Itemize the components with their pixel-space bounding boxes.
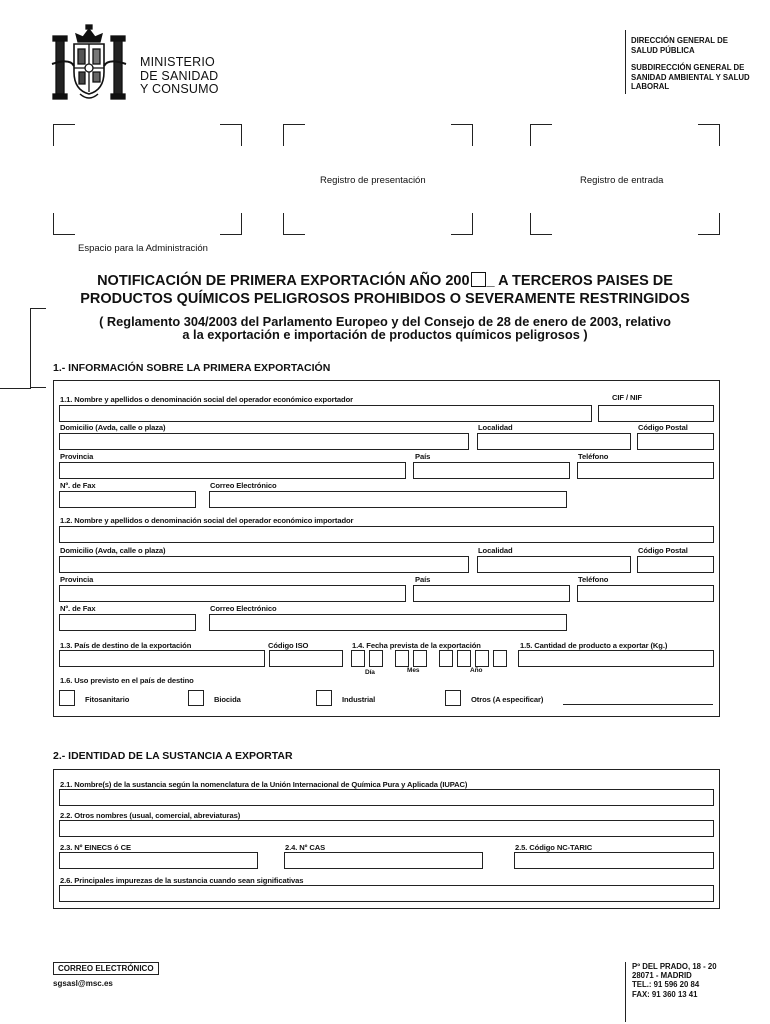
other-names-input[interactable] [59,820,714,837]
exporter-postcode-input[interactable] [637,433,714,450]
contact-email: sgsasl@msc.es [53,979,113,988]
sub-line-1: SUBDIRECCIÓN GENERAL DE [631,63,745,72]
importer-country-label: País [415,575,431,584]
exporter-name-label: 1.1. Nombre y apellidos o denominación social del operador económico exportador [60,395,353,404]
importer-email-label: Correo Electrónico [210,604,277,613]
exporter-province-label: Provincia [60,452,94,461]
importer-name-input[interactable] [59,526,714,543]
importer-country-input[interactable] [413,585,570,602]
destination-country-label: 1.3. País de destino de la exportación [60,641,192,650]
exporter-province-input[interactable] [59,462,406,479]
year-digit-box[interactable] [471,272,486,287]
quantity-input[interactable] [518,650,714,667]
title-part-b: _ A TERCEROS PAISES DE [486,273,673,289]
iso-code-input[interactable] [269,650,343,667]
regulation-line-2: a la exportación e importación de productos químicos peligrosos ) [182,327,588,342]
address-line-2: 28071 - MADRID [632,971,692,981]
importer-address-input[interactable] [59,556,469,573]
other-use-checkbox[interactable] [445,690,461,706]
cas-label: 2.4. Nº CAS [285,843,326,852]
day-label: Día [365,669,375,676]
address-line-1: Pº DEL PRADO, 18 - 20 [632,962,717,971]
cas-input[interactable] [284,852,483,869]
industrial-label: Industrial [342,695,376,704]
exporter-city-label: Localidad [478,423,513,432]
exporter-email-input[interactable] [209,491,567,508]
year-digit-2[interactable] [457,650,471,667]
cif-label: CIF / NIF [612,393,642,402]
importer-fax-input[interactable] [59,614,196,631]
industrial-checkbox[interactable] [316,690,332,706]
header-divider [625,30,626,94]
exporter-fax-input[interactable] [59,491,196,508]
destination-country-input[interactable] [59,650,265,667]
exporter-phone-label: Teléfono [578,452,609,461]
impurities-input[interactable] [59,885,714,902]
einecs-label: 2.3. Nº EINECS ó CE [60,843,131,852]
year-digit-1[interactable] [439,650,453,667]
export-date-label: 1.4. Fecha prevista de la exportación [352,641,481,650]
section-1-title: 1.- INFORMACIÓN SOBRE LA PRIMERA EXPORTACIÓN [53,362,331,374]
exporter-city-input[interactable] [477,433,631,450]
address-line-3: TEL.: 91 596 20 84 [632,980,700,990]
year-digit-3[interactable] [475,650,489,667]
nc-taric-label: 2.5. Código NC-TARIC [515,843,593,852]
exporter-postcode-label: Código Postal [638,423,688,432]
form-title-line-1 [0,272,770,289]
admin-space-label: Espacio para la Administración [78,243,208,254]
other-use-specify-line[interactable] [563,704,713,705]
entry-registry-label: Registro de entrada [580,175,664,186]
form-title-line-2: PRODUCTOS QUÍMICOS PELIGROSOS PROHIBIDOS O SEVERAMENTE RESTRINGIDOS [80,291,690,307]
iupac-name-input[interactable] [59,789,714,806]
importer-address-label: Domicilio (Avda, calle o plaza) [60,546,166,555]
intended-use-label: 1.6. Uso previsto en el país de destino [60,676,194,685]
importer-phone-label: Teléfono [578,575,609,584]
importer-city-input[interactable] [477,556,631,573]
exporter-email-label: Correo Electrónico [210,481,277,490]
section-2-title: 2.- IDENTIDAD DE LA SUSTANCIA A EXPORTAR [53,750,293,762]
email-heading: CORREO ELECTRÓNICO [53,962,159,975]
nc-taric-input[interactable] [514,852,714,869]
exporter-name-input[interactable] [59,405,592,422]
month-digit-2[interactable] [413,650,427,667]
year-label: Año [470,667,483,674]
dg-line-2: SALUD PÚBLICA [631,45,695,55]
month-label: Mes [407,667,420,674]
importer-postcode-input[interactable] [637,556,714,573]
directorate-block [631,36,750,92]
other-names-label: 2.2. Otros nombres (usual, comercial, abreviaturas) [60,811,241,820]
exporter-address-input[interactable] [59,433,469,450]
iso-code-label: Código ISO [268,641,309,650]
importer-name-label: 1.2. Nombre y apellidos o denominación social del operador económico importador [60,516,354,525]
year-digit-4[interactable] [493,650,507,667]
address-block [632,962,717,999]
coat-of-arms-icon [50,24,128,104]
exporter-country-input[interactable] [413,462,570,479]
importer-postcode-label: Código Postal [638,546,688,555]
ministry-line-2: DE SANIDAD [140,68,219,83]
importer-city-label: Localidad [478,546,513,555]
day-digit-2[interactable] [369,650,383,667]
einecs-input[interactable] [59,852,258,869]
month-digit-1[interactable] [395,650,409,667]
ministry-line-3: Y CONSUMO [140,82,219,96]
quantity-label: 1.5. Cantidad de producto a exportar (Kg.) [520,641,668,650]
exporter-address-label: Domicilio (Avda, calle o plaza) [60,423,166,432]
exporter-country-label: País [415,452,431,461]
impurities-label: 2.6. Principales impurezas de la sustancia cuando sean significativas [60,876,304,885]
title-part-a: NOTIFICACIÓN DE PRIMERA EXPORTACIÓN AÑO 200 [97,273,470,289]
presentation-registry-label: Registro de presentación [320,175,426,186]
biocide-label: Biocida [214,695,241,704]
cif-input[interactable] [598,405,714,422]
importer-phone-input[interactable] [577,585,714,602]
phytosanitary-checkbox[interactable] [59,690,75,706]
footer-divider [625,962,626,1022]
exporter-phone-input[interactable] [577,462,714,479]
biocide-checkbox[interactable] [188,690,204,706]
importer-fax-label: Nº. de Fax [60,604,96,613]
exporter-fax-label: Nº. de Fax [60,481,96,490]
importer-province-label: Provincia [60,575,94,584]
dg-line-1: DIRECCIÓN GENERAL DE [631,36,728,45]
sub-line-2: SANIDAD AMBIENTAL Y SALUD [631,72,750,82]
address-line-4: FAX: 91 360 13 41 [632,989,698,999]
regulation-line-1: ( Reglamento 304/2003 del Parlamento Europeo y del Consejo de 28 de enero de 2003, relativo [99,314,671,329]
day-digit-1[interactable] [351,650,365,667]
other-use-label: Otros (A especificar) [471,695,544,704]
phytosanitary-label: Fitosanitario [85,695,130,704]
importer-province-input[interactable] [59,585,406,602]
importer-email-input[interactable] [209,614,567,631]
iupac-name-label: 2.1. Nombre(s) de la sustancia según la nomenclatura de la Unión Internacional de Química Pura y Aplicada (IUPAC) [60,780,468,789]
ministry-name [140,56,219,97]
ministry-line-1: MINISTERIO [140,55,215,69]
sub-line-3: LABORAL [631,82,670,91]
